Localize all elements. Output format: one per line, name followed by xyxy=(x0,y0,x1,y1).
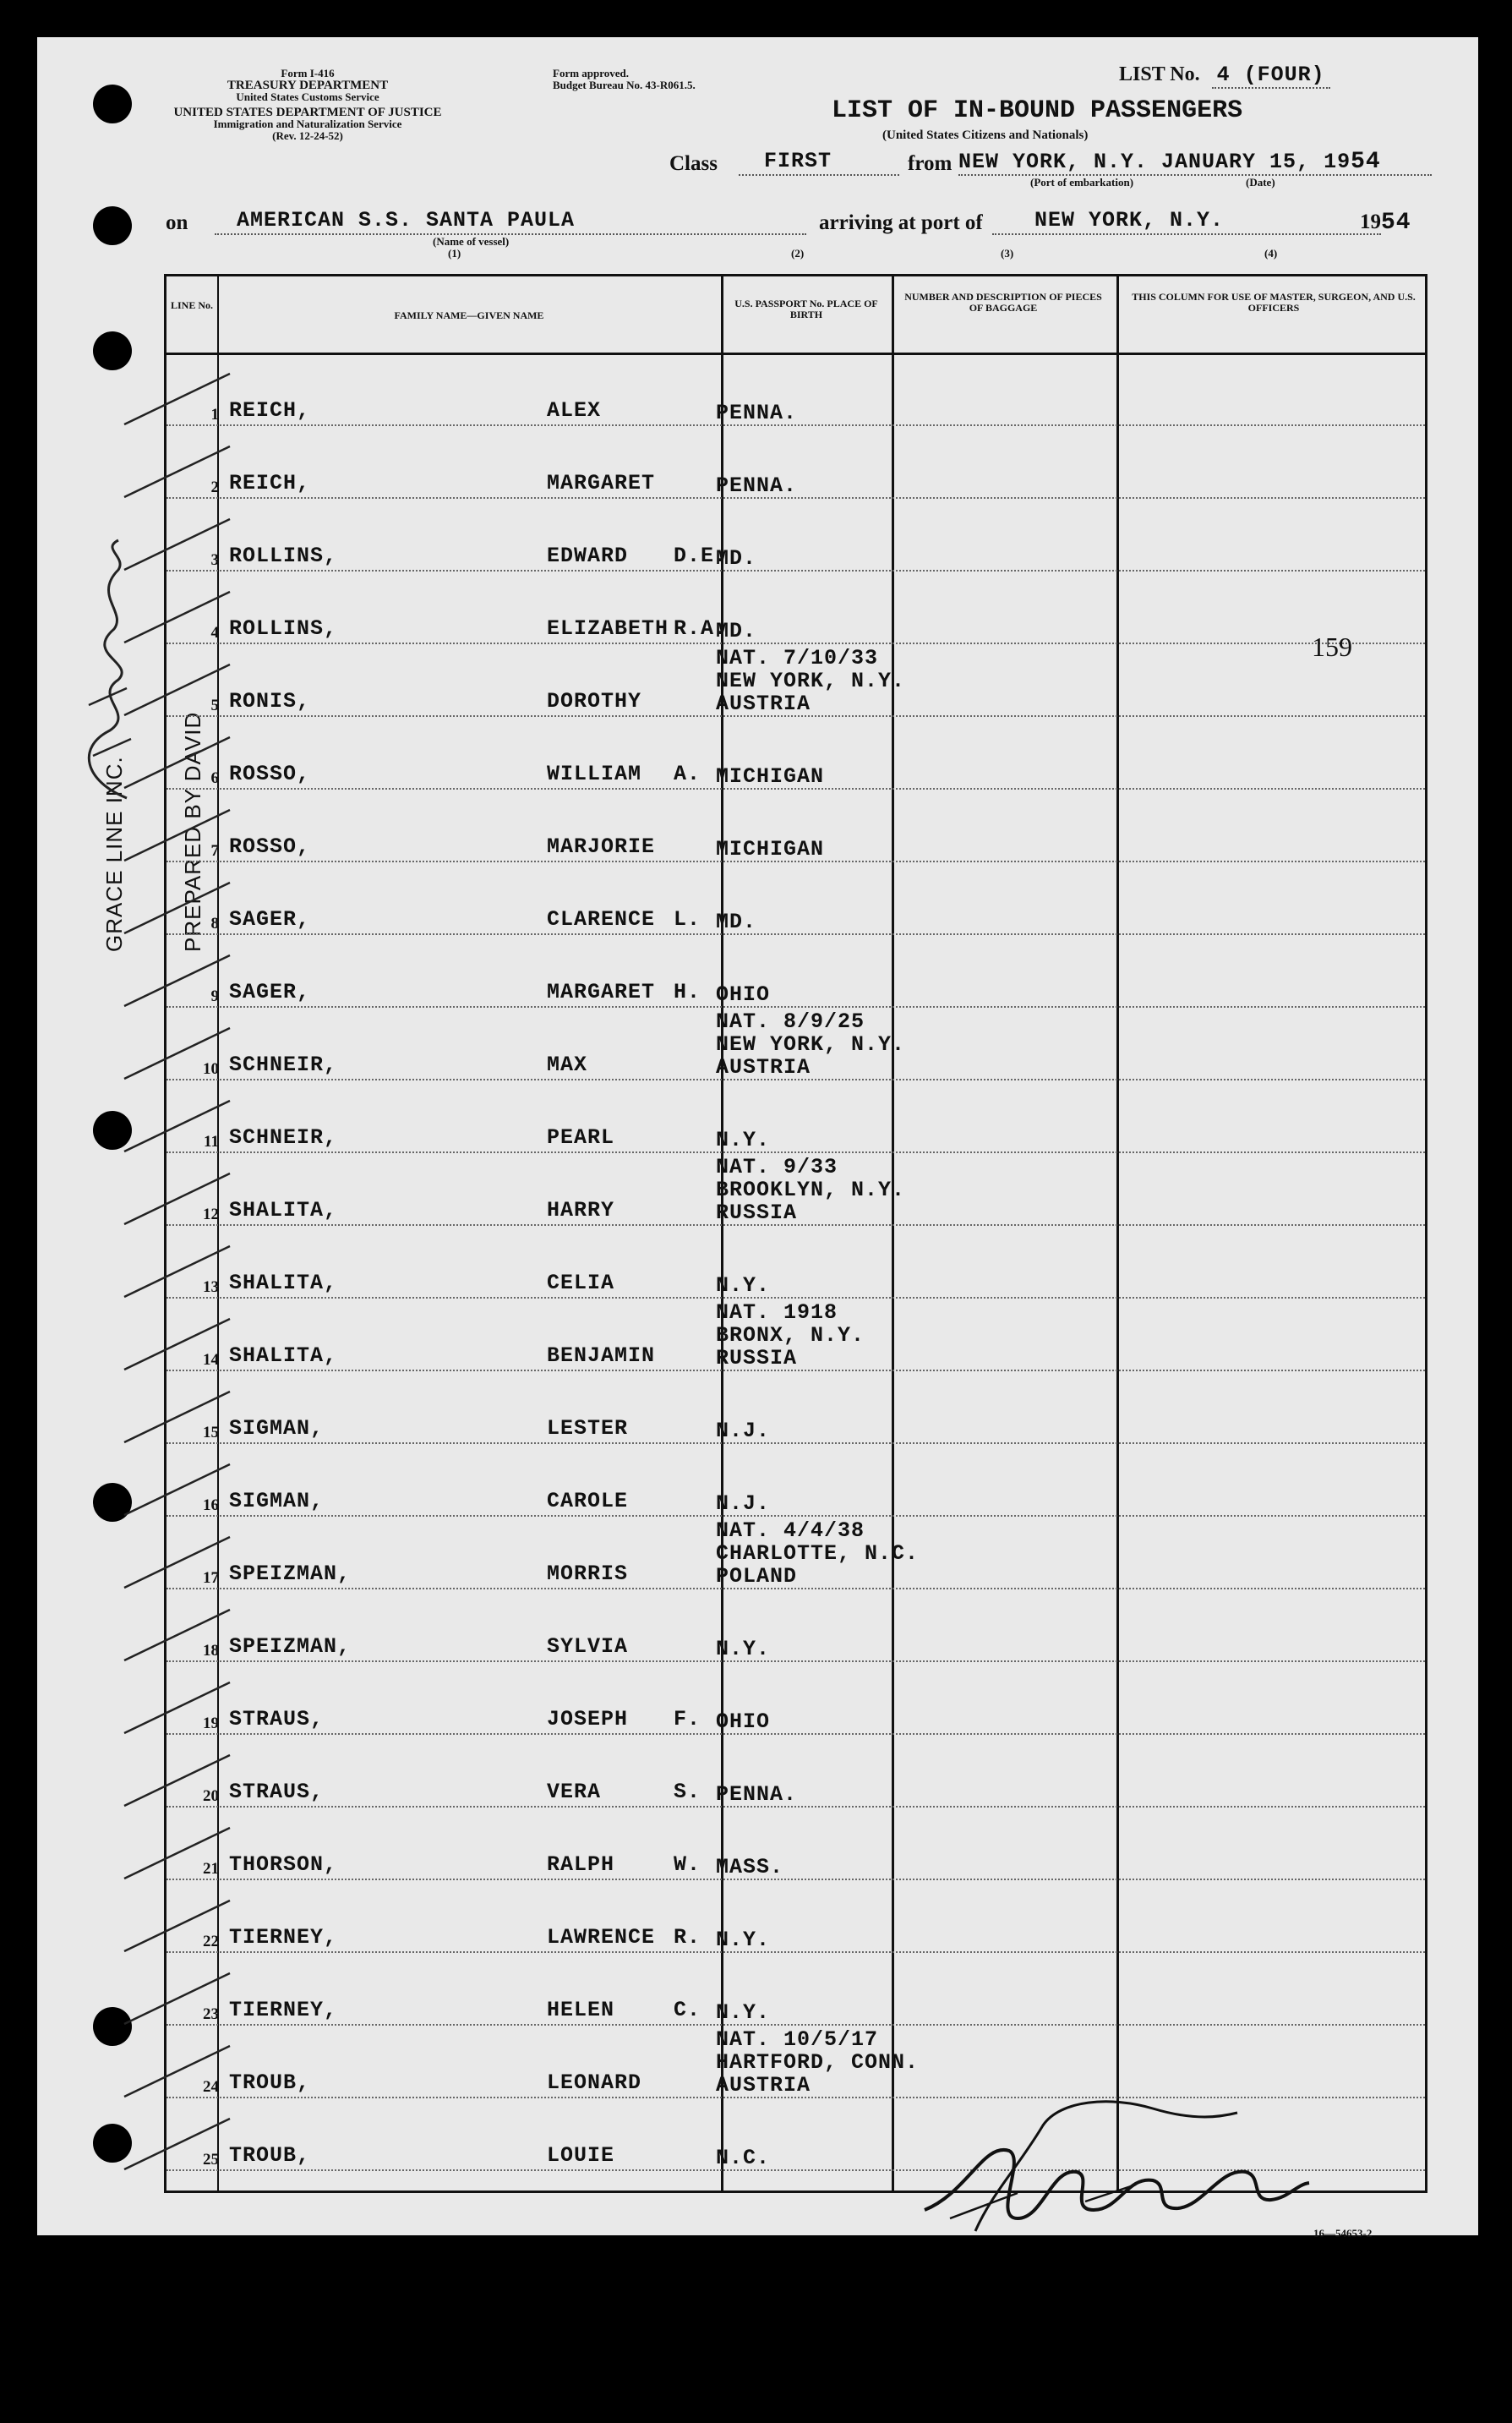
given-name: BENJAMIN xyxy=(547,1343,656,1368)
check-mark-icon xyxy=(120,365,238,433)
table-row xyxy=(166,720,1425,793)
table-row xyxy=(166,429,1425,502)
vessel-caption: (Name of vessel) xyxy=(433,235,510,248)
birth-place: NAT. 9/33 BROOKLYN, N.Y. RUSSIA xyxy=(716,1155,906,1225)
embark-year: 54 xyxy=(1351,149,1381,175)
birth-place: N.C. xyxy=(716,2146,771,2170)
family-name: SPEIZMAN, xyxy=(229,1562,352,1586)
given-name: MAX xyxy=(547,1053,588,1077)
table-row xyxy=(166,1665,1425,1738)
family-name: SHALITA, xyxy=(229,1198,338,1222)
arrival-year-value: 54 xyxy=(1381,210,1411,236)
family-name: SCHNEIR, xyxy=(229,1053,338,1077)
from-underline xyxy=(958,174,1432,176)
given-name: WILLIAM xyxy=(547,762,642,786)
check-mark-icon xyxy=(120,1601,238,1669)
family-name: SCHNEIR, xyxy=(229,1125,338,1150)
given-name: MARGARET xyxy=(547,980,656,1004)
row-rule xyxy=(166,1515,1425,1517)
row-rule xyxy=(166,861,1425,862)
embark-port-date: NEW YORK, N.Y. JANUARY 15, 19 xyxy=(958,150,1351,174)
line-number: 1 xyxy=(210,406,219,424)
row-rule xyxy=(166,1079,1425,1080)
given-name: CLARENCE xyxy=(547,907,656,932)
check-mark-icon xyxy=(120,438,238,506)
given-name: JOSEPH xyxy=(547,1707,629,1731)
check-mark-icon xyxy=(120,511,238,578)
row-rule xyxy=(166,1370,1425,1371)
class-value: FIRST xyxy=(764,149,832,173)
row-rule xyxy=(166,497,1425,499)
header-baggage: NUMBER AND DESCRIPTION OF PIECES OF BAGGAGE xyxy=(904,291,1102,314)
birth-place: OHIO xyxy=(716,982,771,1007)
check-mark-icon xyxy=(120,729,238,796)
birth-place: N.Y. xyxy=(716,1128,771,1152)
family-name: SPEIZMAN, xyxy=(229,1634,352,1659)
punch-hole xyxy=(93,85,132,123)
header-passport: U.S. PASSPORT No. PLACE OF BIRTH xyxy=(734,298,878,320)
check-mark-icon xyxy=(120,1092,238,1160)
family-name: SAGER, xyxy=(229,907,311,932)
check-mark-icon xyxy=(120,1383,238,1451)
family-name: ROSSO, xyxy=(229,762,311,786)
approval-block xyxy=(553,68,747,91)
grace-line-text: GRACE LINE INC. xyxy=(101,756,127,952)
col-num-1: (1) xyxy=(448,247,461,260)
table-row xyxy=(166,1447,1425,1520)
given-name: LESTER xyxy=(547,1416,629,1441)
row-rule xyxy=(166,2024,1425,2026)
port-embark-caption: (Port of embarkation) xyxy=(1030,176,1134,189)
line-number: 7 xyxy=(210,842,219,860)
from-value xyxy=(958,149,1381,175)
ins-service: Immigration and Naturalization Service xyxy=(213,118,402,130)
row-rule xyxy=(166,1151,1425,1153)
vessel-underline xyxy=(215,233,806,235)
list-no-value: 4 (FOUR) xyxy=(1212,63,1330,89)
form-approved: Form approved. xyxy=(553,67,630,79)
table-row xyxy=(166,1084,1425,1157)
birth-place: N.Y. xyxy=(716,1273,771,1298)
family-name: THORSON, xyxy=(229,1852,338,1877)
birth-place: MD. xyxy=(716,546,757,571)
line-number: 6 xyxy=(210,769,219,787)
line-number: 16 xyxy=(203,1496,219,1514)
arriving-label: arriving at port of xyxy=(819,211,983,234)
table-row xyxy=(166,938,1425,1011)
given-name: PEARL xyxy=(547,1125,615,1150)
check-mark-icon xyxy=(120,801,238,869)
birth-place: MD. xyxy=(716,619,757,643)
form-code: 16—54653-2 xyxy=(1313,2227,1373,2240)
family-name: TIERNEY, xyxy=(229,1998,338,2022)
officer-signature-icon xyxy=(916,2092,1313,2235)
check-mark-icon xyxy=(120,583,238,651)
given-name: EDWARD xyxy=(547,544,629,568)
birth-place: NAT. 1918 BRONX, N.Y. RUSSIA xyxy=(716,1300,865,1370)
middle-initial: R.A. xyxy=(674,616,729,641)
form-id-block xyxy=(164,68,451,142)
line-number: 19 xyxy=(203,1715,219,1732)
check-mark-icon xyxy=(120,2110,238,2178)
family-name: ROSSO, xyxy=(229,834,311,859)
row-rule xyxy=(166,424,1425,426)
given-name: MARGARET xyxy=(547,471,656,495)
punch-hole xyxy=(93,206,132,245)
middle-initial: L. xyxy=(674,907,701,932)
arrival-year-prefix: 19 xyxy=(1360,211,1381,233)
header-name: FAMILY NAME—GIVEN NAME xyxy=(394,309,544,321)
check-mark-icon xyxy=(120,1020,238,1087)
birth-place: N.Y. xyxy=(716,1637,771,1661)
birth-place: OHIO xyxy=(716,1709,771,1734)
birth-place: NAT. 8/9/25 NEW YORK, N.Y. AUSTRIA xyxy=(716,1009,906,1080)
birth-place: N.Y. xyxy=(716,2000,771,2025)
table-row xyxy=(166,1884,1425,1956)
given-name: SYLVIA xyxy=(547,1634,629,1659)
col-num-2: (2) xyxy=(791,247,805,260)
table-row xyxy=(166,793,1425,866)
table-row xyxy=(166,1593,1425,1665)
middle-initial: H. xyxy=(674,980,701,1004)
birth-place: N.Y. xyxy=(716,1928,771,1952)
line-number: 11 xyxy=(204,1133,219,1151)
row-rule xyxy=(166,1006,1425,1008)
given-name: HARRY xyxy=(547,1198,615,1222)
check-mark-icon xyxy=(120,1529,238,1596)
col-num-3: (3) xyxy=(1001,247,1014,260)
table-row xyxy=(166,575,1425,648)
list-number xyxy=(1119,63,1330,87)
prepared-by-name: DAVID xyxy=(180,711,205,782)
form-page xyxy=(37,37,1478,2240)
birth-place: N.J. xyxy=(716,1419,771,1443)
line-number: 8 xyxy=(210,915,219,933)
header-officers: THIS COLUMN FOR USE OF MASTER, SURGEON, AND U.S. OFFICERS xyxy=(1132,291,1416,314)
check-mark-icon xyxy=(120,874,238,942)
line-number: 22 xyxy=(203,1933,219,1950)
family-name: SIGMAN, xyxy=(229,1416,325,1441)
arrival-port: NEW YORK, N.Y. xyxy=(1034,208,1225,232)
table-row xyxy=(166,648,1425,720)
form-title: LIST OF IN-BOUND PASSENGERS xyxy=(832,96,1243,125)
check-mark-icon xyxy=(120,1165,238,1233)
check-mark-icon xyxy=(120,1965,238,2032)
family-name: ROLLINS, xyxy=(229,616,338,641)
birth-place: PENNA. xyxy=(716,401,798,425)
check-mark-icon xyxy=(120,1819,238,1887)
passenger-table xyxy=(164,274,1427,2193)
line-number: 23 xyxy=(203,2005,219,2023)
arrival-year xyxy=(1360,210,1411,236)
table-row xyxy=(166,1011,1425,1084)
line-number: 5 xyxy=(210,697,219,714)
check-mark-icon xyxy=(120,1238,238,1305)
form-number: Form I-416 xyxy=(281,67,335,79)
budget-bureau: Budget Bureau No. 43-R061.5. xyxy=(553,79,696,91)
given-name: HELEN xyxy=(547,1998,615,2022)
birth-place: N.J. xyxy=(716,1491,771,1516)
family-name: STRAUS, xyxy=(229,1707,325,1731)
check-mark-icon xyxy=(120,1456,238,1523)
birth-place: MICHIGAN xyxy=(716,764,825,789)
given-name: CELIA xyxy=(547,1271,615,1295)
row-rule xyxy=(166,643,1425,644)
row-rule xyxy=(166,1660,1425,1662)
family-name: REICH, xyxy=(229,398,311,423)
list-no-label: LIST No. xyxy=(1119,63,1200,85)
given-name: VERA xyxy=(547,1780,602,1804)
line-number: 18 xyxy=(203,1642,219,1660)
family-name: SIGMAN, xyxy=(229,1489,325,1513)
line-number: 13 xyxy=(203,1278,219,1296)
given-name: MARJORIE xyxy=(547,834,656,859)
middle-initial: R. xyxy=(674,1925,701,1950)
line-number: 2 xyxy=(210,479,219,496)
middle-initial: A. xyxy=(674,762,701,786)
given-name: ELIZABETH xyxy=(547,616,669,641)
given-name: ALEX xyxy=(547,398,602,423)
check-mark-icon xyxy=(120,656,238,724)
line-number: 9 xyxy=(210,987,219,1005)
table-row xyxy=(166,357,1425,429)
row-rule xyxy=(166,570,1425,572)
middle-initial: D.E. xyxy=(674,544,729,568)
row-rule xyxy=(166,715,1425,717)
given-name: MORRIS xyxy=(547,1562,629,1586)
officer-annotation: 159 xyxy=(1312,632,1352,662)
line-number: 20 xyxy=(203,1787,219,1805)
check-mark-icon xyxy=(120,1674,238,1742)
check-mark-icon xyxy=(120,1892,238,1960)
customs-service: United States Customs Service xyxy=(236,90,379,103)
table-row xyxy=(166,1520,1425,1593)
prepared-by-label: PREPARED BY xyxy=(180,788,205,952)
birth-place: MD. xyxy=(716,910,757,934)
row-rule xyxy=(166,1806,1425,1808)
table-row xyxy=(166,1157,1425,1229)
row-rule xyxy=(166,1588,1425,1589)
table-row xyxy=(166,1811,1425,1884)
table-row xyxy=(166,1302,1425,1375)
birth-place: PENNA. xyxy=(716,1782,798,1807)
table-row xyxy=(166,1738,1425,1811)
table-row xyxy=(166,1229,1425,1302)
row-rule xyxy=(166,1224,1425,1226)
birth-place: NAT. 4/4/38 CHARLOTTE, N.C. POLAND xyxy=(716,1518,920,1589)
given-name: DOROTHY xyxy=(547,689,642,714)
line-number: 15 xyxy=(203,1424,219,1441)
family-name: RONIS, xyxy=(229,689,311,714)
family-name: ROLLINS, xyxy=(229,544,338,568)
table-row xyxy=(166,1375,1425,1447)
table-row xyxy=(166,502,1425,575)
check-mark-icon xyxy=(120,2037,238,2105)
header-divider xyxy=(166,353,1425,355)
arrival-underline xyxy=(992,233,1381,235)
line-number: 10 xyxy=(203,1060,219,1078)
row-rule xyxy=(166,1442,1425,1444)
row-rule xyxy=(166,788,1425,790)
line-number: 4 xyxy=(210,624,219,642)
birth-place: MASS. xyxy=(716,1855,784,1879)
row-rule xyxy=(166,1879,1425,1880)
line-number: 17 xyxy=(203,1569,219,1587)
birth-place: NAT. 7/10/33 NEW YORK, N.Y. AUSTRIA xyxy=(716,646,906,716)
family-name: SHALITA, xyxy=(229,1343,338,1368)
from-label: from xyxy=(908,152,953,175)
on-label: on xyxy=(166,211,188,234)
class-underline xyxy=(739,174,899,176)
line-number: 25 xyxy=(203,2151,219,2169)
middle-initial: S. xyxy=(674,1780,701,1804)
given-name: LAWRENCE xyxy=(547,1925,656,1950)
table-row xyxy=(166,866,1425,938)
family-name: REICH, xyxy=(229,471,311,495)
vessel-name: AMERICAN S.S. SANTA PAULA xyxy=(237,208,576,232)
line-number: 3 xyxy=(210,551,219,569)
check-mark-icon xyxy=(120,1747,238,1814)
line-number: 14 xyxy=(203,1351,219,1369)
middle-initial: W. xyxy=(674,1852,701,1877)
family-name: TROUB, xyxy=(229,2143,311,2168)
line-number: 21 xyxy=(203,1860,219,1878)
given-name: LEONARD xyxy=(547,2070,642,2095)
class-label: Class xyxy=(669,152,718,175)
col-num-4: (4) xyxy=(1264,247,1278,260)
row-rule xyxy=(166,1297,1425,1299)
row-rule xyxy=(166,1733,1425,1735)
given-name: RALPH xyxy=(547,1852,615,1877)
birth-place: NAT. 10/5/17 HARTFORD, CONN. AUSTRIA xyxy=(716,2027,920,2098)
line-number: 24 xyxy=(203,2078,219,2096)
given-name: LOUIE xyxy=(547,2143,615,2168)
family-name: TROUB, xyxy=(229,2070,311,2095)
revision-date: (Rev. 12-24-52) xyxy=(272,129,343,142)
middle-initial: C. xyxy=(674,1998,701,2022)
birth-place: PENNA. xyxy=(716,473,798,498)
table-row xyxy=(166,1956,1425,2029)
check-mark-icon xyxy=(120,1310,238,1378)
family-name: SAGER, xyxy=(229,980,311,1004)
row-rule xyxy=(166,1951,1425,1953)
family-name: TIERNEY, xyxy=(229,1925,338,1950)
form-subtitle: (United States Citizens and Nationals) xyxy=(882,129,1089,142)
middle-initial: F. xyxy=(674,1707,701,1731)
family-name: STRAUS, xyxy=(229,1780,325,1804)
line-number: 12 xyxy=(203,1206,219,1223)
check-mark-icon xyxy=(120,947,238,1015)
family-name: SHALITA, xyxy=(229,1271,338,1295)
row-rule xyxy=(166,933,1425,935)
date-caption: (Date) xyxy=(1246,176,1275,189)
birth-place: MICHIGAN xyxy=(716,837,825,861)
justice-dept: UNITED STATES DEPARTMENT OF JUSTICE xyxy=(173,106,442,119)
header-line-no: LINE No. xyxy=(170,299,213,311)
given-name: CAROLE xyxy=(547,1489,629,1513)
treasury-dept: TREASURY DEPARTMENT xyxy=(227,79,389,92)
